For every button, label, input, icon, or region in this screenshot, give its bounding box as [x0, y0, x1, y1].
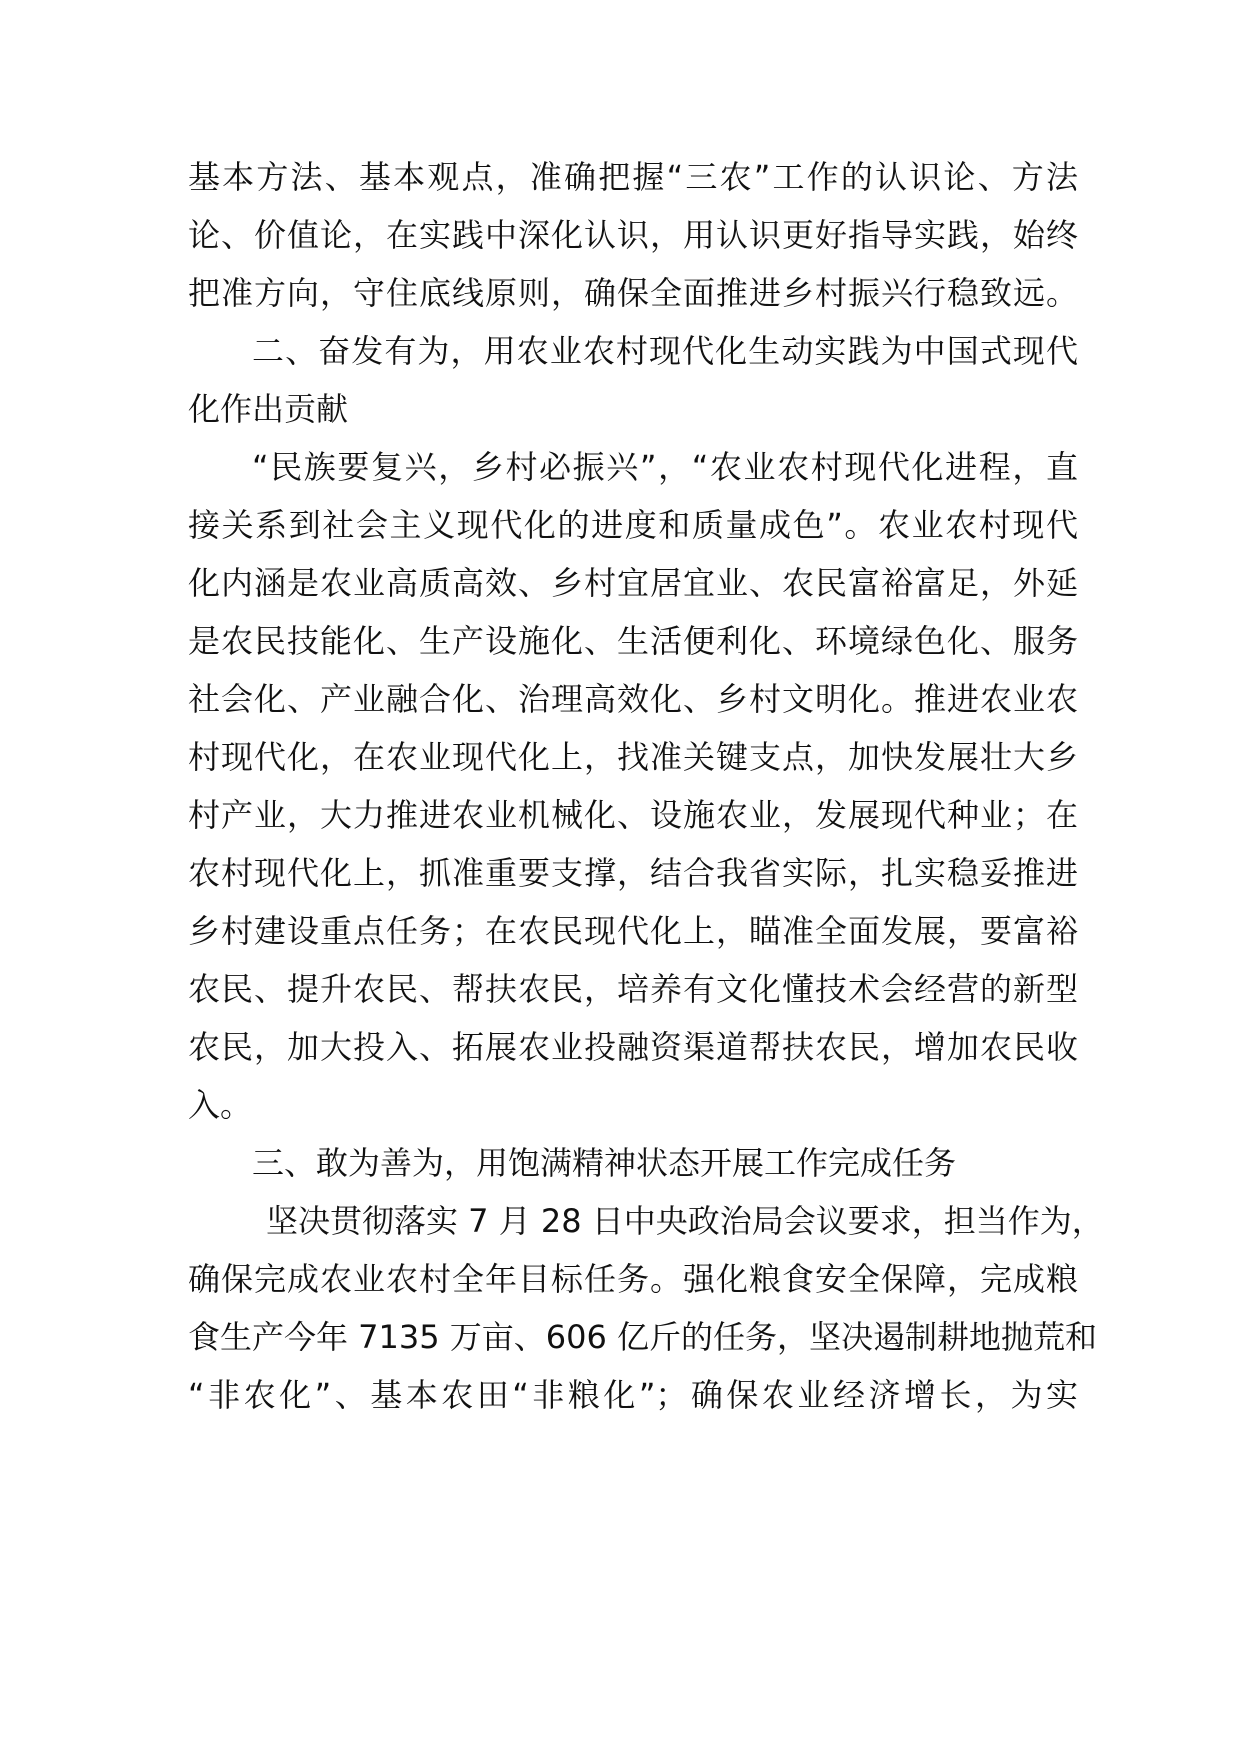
body-text-line: 入。 — [188, 1086, 253, 1124]
body-text-line: “民族要复兴，乡村必振兴”，“农业农村现代化进程，直 — [252, 448, 1078, 486]
body-text-line: 接关系到社会主义现代化的进度和质量成色”。农业农村现代 — [188, 506, 1078, 544]
body-text-line: 是农民技能化、生产设施化、生活便利化、环境绿色化、服务 — [188, 622, 1078, 660]
body-text-line: 农民，加大投入、拓展农业投融资渠道帮扶农民，增加农民收 — [188, 1028, 1078, 1066]
section-heading-2-line-1: 二、奋发有为，用农业农村现代化生动实践为中国式现代 — [252, 332, 1078, 370]
body-text-line: 论、价值论，在实践中深化认识，用认识更好指导实践，始终 — [188, 216, 1078, 254]
body-text-line: 乡村建设重点任务；在农民现代化上，瞄准全面发展，要富裕 — [188, 912, 1078, 950]
body-text-line: 农村现代化上，抓准重要支撑，结合我省实际，扎实稳妥推进 — [188, 854, 1078, 892]
body-text-line: 农民、提升农民、帮扶农民，培养有文化懂技术会经营的新型 — [188, 970, 1078, 1008]
body-text-line: 基本方法、基本观点，准确把握“三农”工作的认识论、方法 — [188, 158, 1078, 196]
body-text-line: 食生产今年 7135 万亩、606 亿斤的任务，坚决遏制耕地抛荒和 — [188, 1318, 1098, 1356]
body-text-line: 社会化、产业融合化、治理高效化、乡村文明化。推进农业农 — [188, 680, 1078, 718]
body-text-line: “非农化”、基本农田“非粮化”；确保农业经济增长，为实 — [188, 1376, 1078, 1414]
body-text-line: 把准方向，守住底线原则，确保全面推进乡村振兴行稳致远。 — [188, 274, 1078, 312]
body-text-line: 化内涵是农业高质高效、乡村宜居宜业、农民富裕富足，外延 — [188, 564, 1078, 602]
body-text-line: 村产业，大力推进农业机械化、设施农业，发展现代种业；在 — [188, 796, 1078, 834]
body-text-line: 确保完成农业农村全年目标任务。强化粮食安全保障，完成粮 — [188, 1260, 1078, 1298]
section-heading-2-line-2: 化作出贡献 — [188, 390, 349, 428]
section-heading-3: 三、敢为善为，用饱满精神状态开展工作完成任务 — [252, 1144, 957, 1182]
body-text-line: 村现代化，在农业现代化上，找准关键支点，加快发展壮大乡 — [188, 738, 1078, 776]
body-text-line: 坚决贯彻落实 7 月 28 日中央政治局会议要求，担当作为， — [266, 1202, 1104, 1240]
